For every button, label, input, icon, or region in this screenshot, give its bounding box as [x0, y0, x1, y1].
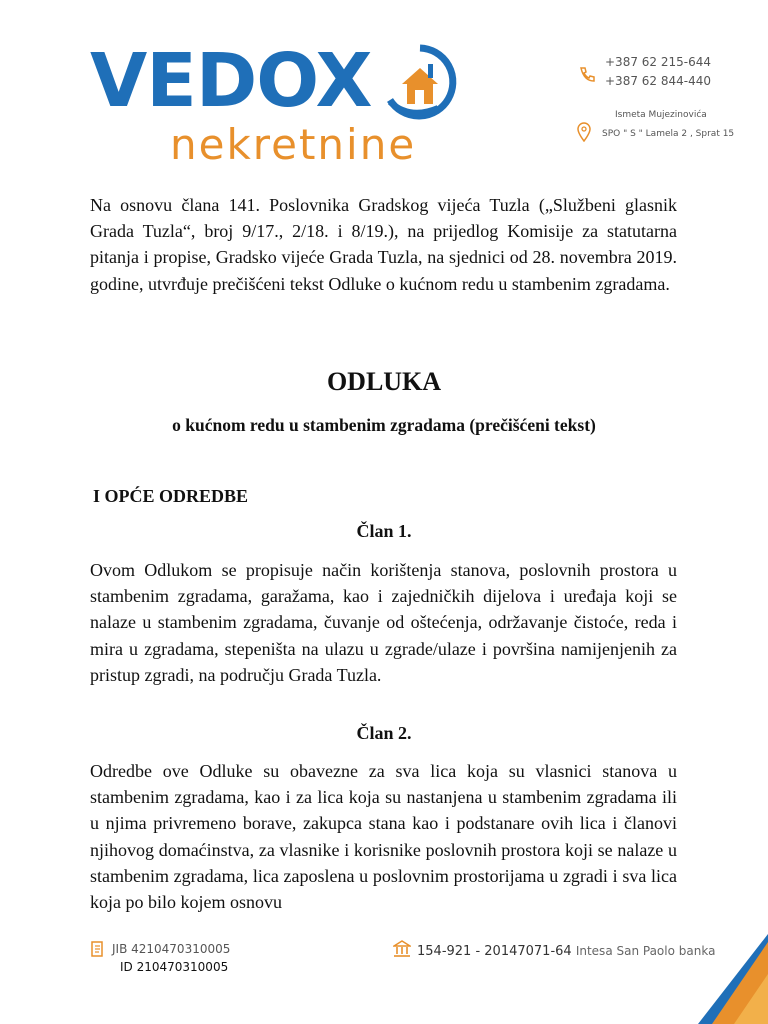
article-1-heading: Član 1.	[356, 521, 412, 541]
account-number: 154-921 - 20147071-64	[417, 944, 572, 959]
jib-number: JIB 4210470310005	[112, 942, 231, 956]
article-2-heading: Član 2.	[356, 723, 412, 743]
phone-number-2[interactable]: +387 62 844-440	[605, 74, 711, 88]
location-pin-icon	[576, 122, 592, 142]
house-hand-icon	[380, 42, 460, 122]
phone-icon	[578, 65, 596, 83]
contact-address: SPO " S " Lamela 2 , Sprat 15	[602, 129, 735, 139]
contact-name: Ismeta Mujezinovića	[615, 110, 707, 120]
id-number: ID 210470310005	[120, 960, 229, 974]
phone-number-1[interactable]: +387 62 215-644	[605, 55, 711, 69]
corner-decoration	[678, 934, 768, 1024]
article-1-text: Ovom Odlukom se propisuje način korištenja stanova, poslovnih prostora u stambenim zgradama, garažama, kao i zajedničkih dijelova i uređaja koji se nalaze u stambenim zgradama, čuvanje od oštećenja, održavanje čistoće, reda i mira u zgradama, stepeništa na ulazu u zgrade/ulaze i površina namijenjenih za pristup zgradi, na području Grada Tuzla.	[90, 560, 677, 685]
logo-brand: VEDOX	[90, 38, 372, 124]
article-2-text: Odredbe ove Odluke su obavezne za sva lica koja su vlasnici stanova u stambenim zgradama, kao i za lica koja su nastanjena u stambenim zgradama ili u njima privremeno borave, zakupca stana kao i podstanare ovih lica i članovi njihovog domaćinstva, za vlasnike i korisnike poslovnih prostora koji se nalaze u stambenim zgradama, lica zaposlena u poslovnim prostorijama u zgradi i sva lica koja po bilo kojem osnovu	[90, 761, 677, 913]
bank-account	[417, 944, 715, 959]
section-heading: I OPĆE ODREDBE	[93, 486, 249, 506]
company-logo	[90, 38, 460, 174]
bank-name: Intesa San Paolo banka	[575, 944, 716, 958]
intro-paragraph: Na osnovu člana 141. Poslovnika Gradskog vijeća Tuzla („Službeni glasnik Grada Tuzla“, broj 9/17., 2/18. i 8/19.), na prijedlog Komisije za statutarna pitanja i propise, Gradsko vijeće Grada Tuzla, na sjednici od 28. novembra 2019. godine, utvrđuje prečišćeni tekst Odluke o kućnom redu u stambenim zgradama.	[90, 195, 677, 294]
document-icon	[90, 940, 106, 958]
document-subtitle: o kućnom redu u stambenim zgradama (prečišćeni tekst)	[172, 415, 596, 435]
document-title: ODLUKA	[326, 367, 442, 396]
logo-tagline: nekretnine	[170, 120, 417, 169]
bank-icon	[393, 940, 411, 958]
